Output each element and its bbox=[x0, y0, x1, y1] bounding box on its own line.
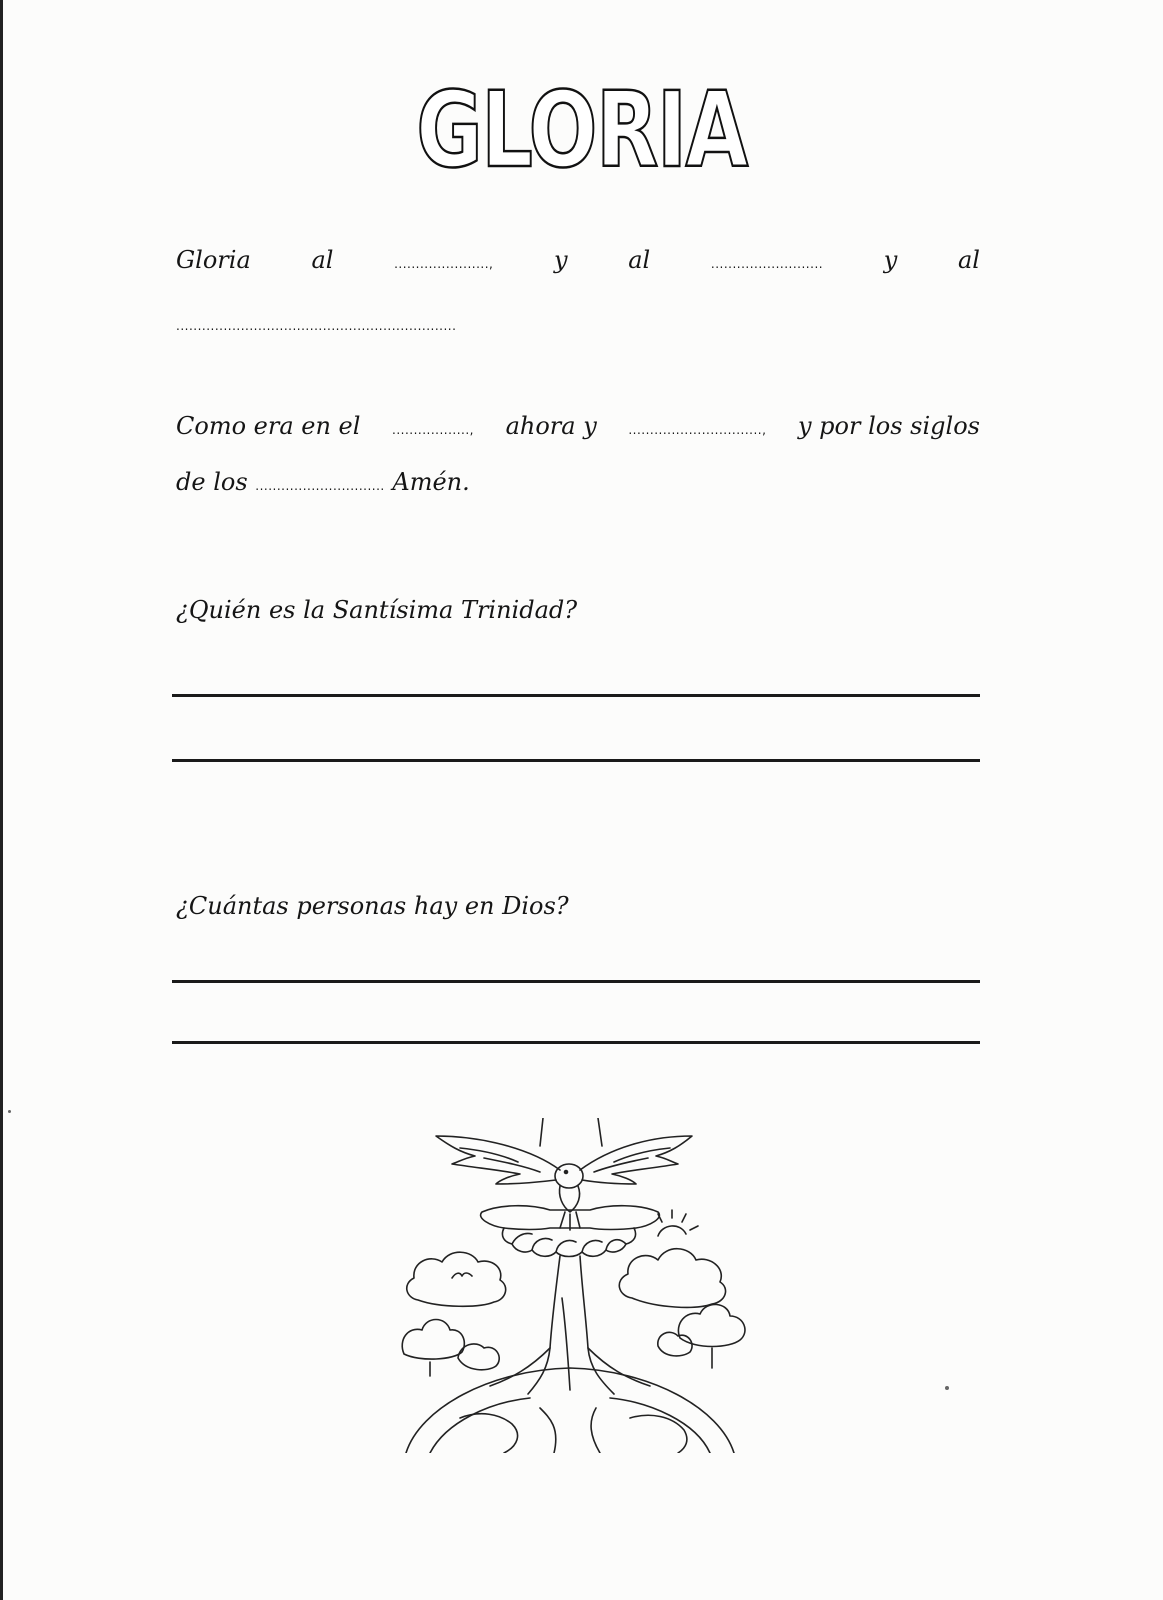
prayer-word: Gloria bbox=[176, 246, 251, 274]
prayer-word: al bbox=[957, 246, 980, 274]
answer-line[interactable] bbox=[172, 759, 980, 762]
prayer-line-2 bbox=[176, 412, 980, 440]
prayer-words: de los bbox=[176, 468, 248, 496]
prayer-line-1 bbox=[176, 246, 980, 274]
prayer-words: ahora y bbox=[505, 412, 597, 440]
prayer-words: Amén. bbox=[392, 468, 470, 496]
answer-line[interactable] bbox=[172, 694, 980, 697]
prayer-word: y bbox=[883, 246, 898, 274]
prayer-word: y bbox=[554, 246, 568, 274]
question-1: ¿Quién es la Santísima Trinidad? bbox=[176, 596, 578, 624]
answer-line[interactable] bbox=[172, 980, 980, 983]
prayer-word: al bbox=[628, 246, 651, 274]
blank-field[interactable]: .......................... bbox=[710, 257, 824, 271]
blank-field[interactable]: .................., bbox=[392, 423, 474, 437]
prayer-words: y por los siglos bbox=[797, 412, 980, 440]
page-title: GLORIA bbox=[416, 69, 747, 191]
question-2: ¿Cuántas personas hay en Dios? bbox=[176, 892, 569, 920]
prayer-line-2-continued bbox=[176, 468, 470, 496]
blank-field[interactable]: .............................. bbox=[255, 479, 385, 493]
page-edge bbox=[0, 0, 3, 1600]
blank-field[interactable]: ................................................................. bbox=[176, 319, 457, 333]
dove-hands-earth-illustration bbox=[400, 1118, 750, 1453]
prayer-words: Como era en el bbox=[176, 412, 361, 440]
paper-speck bbox=[945, 1386, 949, 1390]
blank-field[interactable]: ......................, bbox=[394, 257, 494, 271]
answer-line[interactable] bbox=[172, 1041, 980, 1044]
blank-field[interactable]: ..............................., bbox=[628, 423, 767, 437]
prayer-line-1-continued bbox=[176, 308, 456, 336]
prayer-word: al bbox=[311, 246, 334, 274]
paper-speck bbox=[8, 1110, 11, 1113]
